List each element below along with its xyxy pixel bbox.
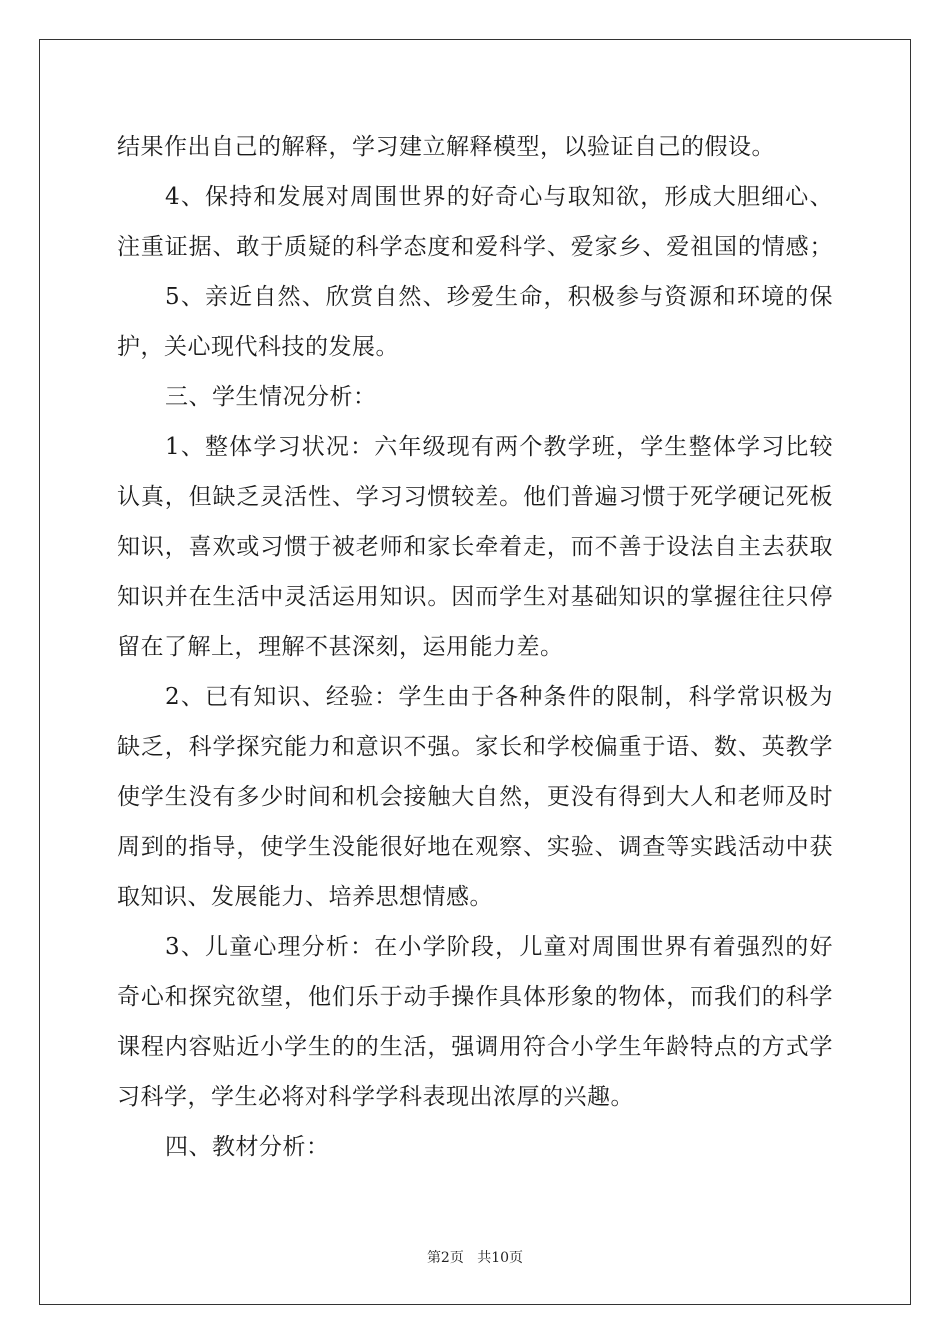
section-heading: 四、教材分析： (165, 1134, 330, 1160)
page-footer (0, 1247, 950, 1267)
paragraph-line: 5、亲近自然、欣赏自然、珍爱生命，积极参与资源和环境的保 (165, 284, 833, 310)
paragraph-line: 奇心和探究欲望，他们乐于动手操作具体形象的物体，而我们的科学 (117, 984, 833, 1010)
paragraph-line: 知识并在生活中灵活运用知识。因而学生对基础知识的掌握往往只停 (117, 584, 833, 610)
paragraph-line: 4、保持和发展对周围世界的好奇心与取知欲，形成大胆细心、 (165, 184, 833, 210)
paragraph-line: 2、已有知识、经验：学生由于各种条件的限制，科学常识极为 (165, 684, 833, 710)
paragraph-line: 1、整体学习状况：六年级现有两个教学班，学生整体学习比较 (165, 434, 833, 460)
paragraph-line: 缺乏，科学探究能力和意识不强。家长和学校偏重于语、数、英教学 (117, 734, 833, 760)
paragraph-line: 课程内容贴近小学生的的生活，强调用符合小学生年龄特点的方式学 (117, 1034, 833, 1060)
paragraph-line: 3、儿童心理分析：在小学阶段，儿童对周围世界有着强烈的好 (165, 934, 833, 960)
paragraph-line: 注重证据、敢于质疑的科学态度和爱科学、爱家乡、爱祖国的情感； (117, 234, 833, 260)
document-body (117, 122, 833, 1172)
paragraph-line: 取知识、发展能力、培养思想情感。 (117, 884, 493, 910)
paragraph-line: 结果作出自己的解释，学习建立解释模型，以验证自己的假设。 (117, 134, 775, 160)
paragraph-line: 知识，喜欢或习惯于被老师和家长牵着走，而不善于设法自主去获取 (117, 534, 833, 560)
paragraph-line: 周到的指导，使学生没能很好地在观察、实验、调查等实践活动中获 (117, 834, 833, 860)
paragraph-line: 使学生没有多少时间和机会接触大自然，更没有得到大人和老师及时 (117, 784, 833, 810)
paragraph-line: 认真，但缺乏灵活性、学习习惯较差。他们普遍习惯于死学硬记死板 (117, 484, 833, 510)
paragraph-line: 留在了解上，理解不甚深刻，运用能力差。 (117, 634, 564, 660)
section-heading: 三、学生情况分析： (165, 384, 377, 410)
page-number: 第2页 (426, 1250, 464, 1266)
paragraph-line: 护，关心现代科技的发展。 (117, 334, 399, 360)
paragraph-line: 习科学，学生必将对科学学科表现出浓厚的兴趣。 (117, 1084, 634, 1110)
page-total: 共10页 (477, 1250, 524, 1266)
